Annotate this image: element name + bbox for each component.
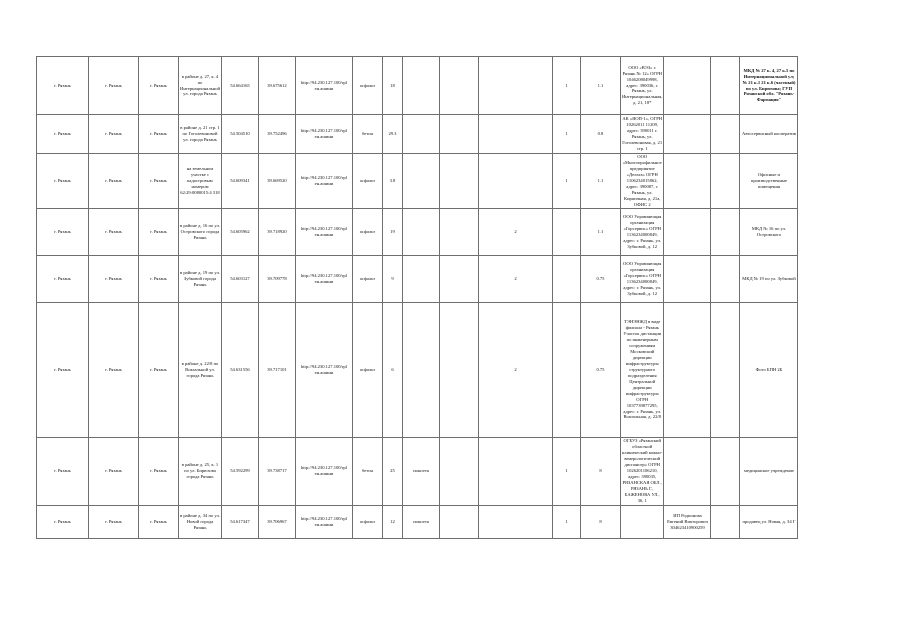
empty-cell xyxy=(711,255,740,302)
owner-individual-cell xyxy=(664,154,711,209)
count-b-cell xyxy=(552,255,580,302)
volume-cell: 8 xyxy=(580,505,620,538)
city-cell: г. Рязань xyxy=(89,208,139,255)
latitude-cell: 54.592299 xyxy=(221,437,258,505)
owner-cell: ООО Управляющая организация «Горсервис» ОГРН 1136234000849, адрес: г. Рязань, ул. Зубковой, д. 12 xyxy=(620,208,664,255)
region-cell: г. Рязань xyxy=(37,437,89,505)
count-a-cell xyxy=(478,154,552,209)
count-b-cell: 1 xyxy=(552,154,580,209)
map-link-cell[interactable]: http://94.230.127.100/rpl ен.ашини xyxy=(295,437,352,505)
count-b-cell: 1 xyxy=(552,115,580,154)
empty-cell xyxy=(711,57,740,115)
table-row xyxy=(37,505,798,538)
address-cell: в районе д. 21 стр. 1 по Гоголевоновой ул. города Рязань xyxy=(179,115,222,154)
fence-cell xyxy=(402,255,439,302)
empty-cell xyxy=(711,302,740,437)
fence-cell xyxy=(402,154,439,209)
count-b-cell xyxy=(552,302,580,437)
empty-cell xyxy=(439,57,478,115)
region-cell: г. Рязань xyxy=(37,208,89,255)
volume-cell: 0.8 xyxy=(580,115,620,154)
sources-cell: МКД № 27 к. 4, 27 к.5 по Интернациональной ул; № 21 к.1 21 к.6 (частный) по ул. Бирюзова; ГУП Рязанской обл. "Рязань-Фармация" xyxy=(740,57,798,115)
count-a-cell xyxy=(478,57,552,115)
map-link-cell[interactable]: http://94.230.127.100/rpl ен.ашини xyxy=(295,208,352,255)
owner-cell: ООО «Многопрофильное предприятие «Дельта» ОГРН 1106234015862, адрес: 390087, г. Рязань, ул. Кирпичная, д. 21а, ОФИС 2 xyxy=(620,154,664,209)
region-cell: г. Рязань xyxy=(37,255,89,302)
surface-cell: асфальт xyxy=(352,57,382,115)
count-a-cell xyxy=(478,437,552,505)
longitude-cell: 39.717101 xyxy=(258,302,295,437)
owner-cell: ООО Управляющая организация «Горсервис» ОГРН 1136234000849, адрес: г. Рязань, ул. Зубковой, д. 12 xyxy=(620,255,664,302)
empty-cell xyxy=(439,302,478,437)
surface-cell: бетон xyxy=(352,437,382,505)
settlement-cell: г. Рязань xyxy=(139,505,179,538)
fence-cell: ионогея xyxy=(402,505,439,538)
latitude-cell: 54.504510 xyxy=(221,115,258,154)
city-cell: г. Рязань xyxy=(89,115,139,154)
fence-cell xyxy=(402,57,439,115)
volume-cell: 1.1 xyxy=(580,154,620,209)
address-cell: в районе д. 19 по ул. Зубковой города Рязань xyxy=(179,255,222,302)
latitude-cell: 54.603127 xyxy=(221,255,258,302)
fence-cell xyxy=(402,302,439,437)
volume-cell: 0.75 xyxy=(580,255,620,302)
sources-cell: МКД № 19 по ул. Зубковой xyxy=(740,255,798,302)
map-link-cell[interactable]: http://94.230.127.100/rpl ен.ашини xyxy=(295,115,352,154)
owner-individual-cell xyxy=(664,115,711,154)
latitude-cell: 54.631556 xyxy=(221,302,258,437)
longitude-cell: 39.752496 xyxy=(258,115,295,154)
longitude-cell: 39.738717 xyxy=(258,437,295,505)
map-link-cell[interactable]: http://94.230.127.100/rpl ен.ашини xyxy=(295,302,352,437)
owner-cell: ОГБУЗ «Рязанский областной клинический кожно-венерологический диспансер» ОГРН 1026201106210, адрес: 390035, РЯЗАНСКАЯ ОБЛ., РЯЗАНЬ Г., БАЖЕНОВА УЛ., 36, 1 xyxy=(620,437,664,505)
volume-cell: 0.75 xyxy=(580,302,620,437)
surface-cell: асфальт xyxy=(352,505,382,538)
empty-cell xyxy=(439,255,478,302)
count-a-cell: 2 xyxy=(478,255,552,302)
sources-cell: Офисные и производственные помещения xyxy=(740,154,798,209)
map-link-cell[interactable]: http://94.230.127.100/rpl ен.ашини xyxy=(295,255,352,302)
city-cell: г. Рязань xyxy=(89,302,139,437)
count-b-cell: 1 xyxy=(552,437,580,505)
area-cell: 12 xyxy=(382,505,402,538)
count-a-cell: 2 xyxy=(478,208,552,255)
latitude-cell: 54.617347 xyxy=(221,505,258,538)
area-cell: 29.3 xyxy=(382,115,402,154)
sources-cell: Автосервисный кооператив xyxy=(740,115,798,154)
area-cell: 9 xyxy=(382,255,402,302)
settlement-cell: г. Рязань xyxy=(139,255,179,302)
fence-cell: ионогея xyxy=(402,437,439,505)
empty-cell xyxy=(439,154,478,209)
region-cell: г. Рязань xyxy=(37,154,89,209)
fence-cell xyxy=(402,115,439,154)
table-row xyxy=(37,437,798,505)
owner-cell: ТЭНЭНЖД в виде филиала - Рязань Участок дистанции по инженерным сооружениям Московский дирекции инфраструктуры структурного подразделения Центральной дирекции инфраструктуры ОГРН 1037739877295, адрес: г. Рязань, ул. Вокзальная, д. 22/8 xyxy=(620,302,664,437)
owner-individual-cell xyxy=(664,255,711,302)
address-cell: в районе д. 16 по ул. Островского города Рязань xyxy=(179,208,222,255)
empty-cell xyxy=(711,154,740,209)
settlement-cell: г. Рязань xyxy=(139,115,179,154)
longitude-cell: 39.706967 xyxy=(258,505,295,538)
region-cell: г. Рязань xyxy=(37,505,89,538)
table-row xyxy=(37,154,798,209)
sources-cell: Фото БПН 2Б xyxy=(740,302,798,437)
address-cell: в районе д. 22/8 по Вокзальной ул. города Рязань xyxy=(179,302,222,437)
table-body xyxy=(37,57,798,539)
volume-cell: 8 xyxy=(580,437,620,505)
area-cell: 3.8 xyxy=(382,154,402,209)
surface-cell: асфальт xyxy=(352,208,382,255)
longitude-cell: 39.709778 xyxy=(258,255,295,302)
settlement-cell: г. Рязань xyxy=(139,154,179,209)
count-a-cell xyxy=(478,115,552,154)
empty-cell xyxy=(711,208,740,255)
area-cell: 25 xyxy=(382,437,402,505)
count-b-cell: 1 xyxy=(552,505,580,538)
empty-cell xyxy=(711,437,740,505)
city-cell: г. Рязань xyxy=(89,255,139,302)
count-a-cell: 2 xyxy=(478,302,552,437)
region-cell: г. Рязань xyxy=(37,302,89,437)
count-b-cell: 1 xyxy=(552,57,580,115)
settlement-cell: г. Рязань xyxy=(139,437,179,505)
surface-cell: асфальт xyxy=(352,154,382,209)
settlement-cell: г. Рязань xyxy=(139,302,179,437)
sources-cell: медицинское учреждение xyxy=(740,437,798,505)
volume-cell: 1.1 xyxy=(580,208,620,255)
region-cell: г. Рязань xyxy=(37,57,89,115)
settlement-cell: г. Рязань xyxy=(139,208,179,255)
sources-cell: МКД № 16 по ул. Островского xyxy=(740,208,798,255)
surface-cell: асфальт xyxy=(352,255,382,302)
latitude-cell: 54.609341 xyxy=(221,154,258,209)
latitude-cell: 54.664165 xyxy=(221,57,258,115)
empty-cell xyxy=(439,437,478,505)
latitude-cell: 54.605962 xyxy=(221,208,258,255)
registry-table xyxy=(36,56,798,539)
area-cell: 18 xyxy=(382,57,402,115)
owner-individual-cell xyxy=(664,208,711,255)
surface-cell: бетон xyxy=(352,115,382,154)
table-row xyxy=(37,208,798,255)
table-row xyxy=(37,115,798,154)
settlement-cell: г. Рязань xyxy=(139,57,179,115)
empty-cell xyxy=(711,505,740,538)
address-cell: в районе д. 25, к. 1 по ул. Бирюзова города Рязань xyxy=(179,437,222,505)
surface-cell: асфальт xyxy=(352,302,382,437)
city-cell: г. Рязань xyxy=(89,505,139,538)
owner-cell: ООО «ВЭЗ» г. Рязань № 12» ОГРН 1046208049998, адрес: 390036, г. Рязань, ул. Интернациональная, д. 21, 18* xyxy=(620,57,664,115)
city-cell: г. Рязань xyxy=(89,154,139,209)
owner-individual-cell xyxy=(664,302,711,437)
address-cell: в районе д. 34 по ул. Новой города Рязань xyxy=(179,505,222,538)
table-row xyxy=(37,57,798,115)
table-row xyxy=(37,255,798,302)
count-a-cell xyxy=(478,505,552,538)
owner-individual-cell: ИП Родионова Евгений Викторович 304623410900259 xyxy=(664,505,711,538)
volume-cell: 1.1 xyxy=(580,57,620,115)
address-cell: в районе д. 27, к. 4 по Интернациональной ул. города Рязань xyxy=(179,57,222,115)
empty-cell xyxy=(439,115,478,154)
address-cell: на земельном участке с кадастровым номером 62:29:0080015:4 318 xyxy=(179,154,222,209)
table-row xyxy=(37,302,798,437)
owner-individual-cell xyxy=(664,57,711,115)
city-cell: г. Рязань xyxy=(89,437,139,505)
owner-individual-cell xyxy=(664,437,711,505)
map-link-cell[interactable]: http://94.230.127.100/rpl ен.ашини xyxy=(295,57,352,115)
empty-cell xyxy=(711,115,740,154)
count-b-cell xyxy=(552,208,580,255)
empty-cell xyxy=(439,505,478,538)
fence-cell xyxy=(402,208,439,255)
city-cell: г. Рязань xyxy=(89,57,139,115)
longitude-cell: 39.675612 xyxy=(258,57,295,115)
owner-cell: АК «ЯОП-1», ОГРН 10262011 11209, адрес: 390011 г. Рязань, ул. Гоголевоновая, д. 21 стр. 1 xyxy=(620,115,664,154)
longitude-cell: 39.718920 xyxy=(258,208,295,255)
map-link-cell[interactable]: http://94.230.127.100/rpl ен.ашини xyxy=(295,154,352,209)
map-link-cell[interactable]: http://94.230.127.100/rpl ен.ашини xyxy=(295,505,352,538)
sources-cell: продавец ул. Новая, д. 34 Г xyxy=(740,505,798,538)
longitude-cell: 39.669520 xyxy=(258,154,295,209)
region-cell: г. Рязань xyxy=(37,115,89,154)
owner-cell xyxy=(620,505,664,538)
area-cell: 19 xyxy=(382,208,402,255)
area-cell: 6 xyxy=(382,302,402,437)
empty-cell xyxy=(439,208,478,255)
